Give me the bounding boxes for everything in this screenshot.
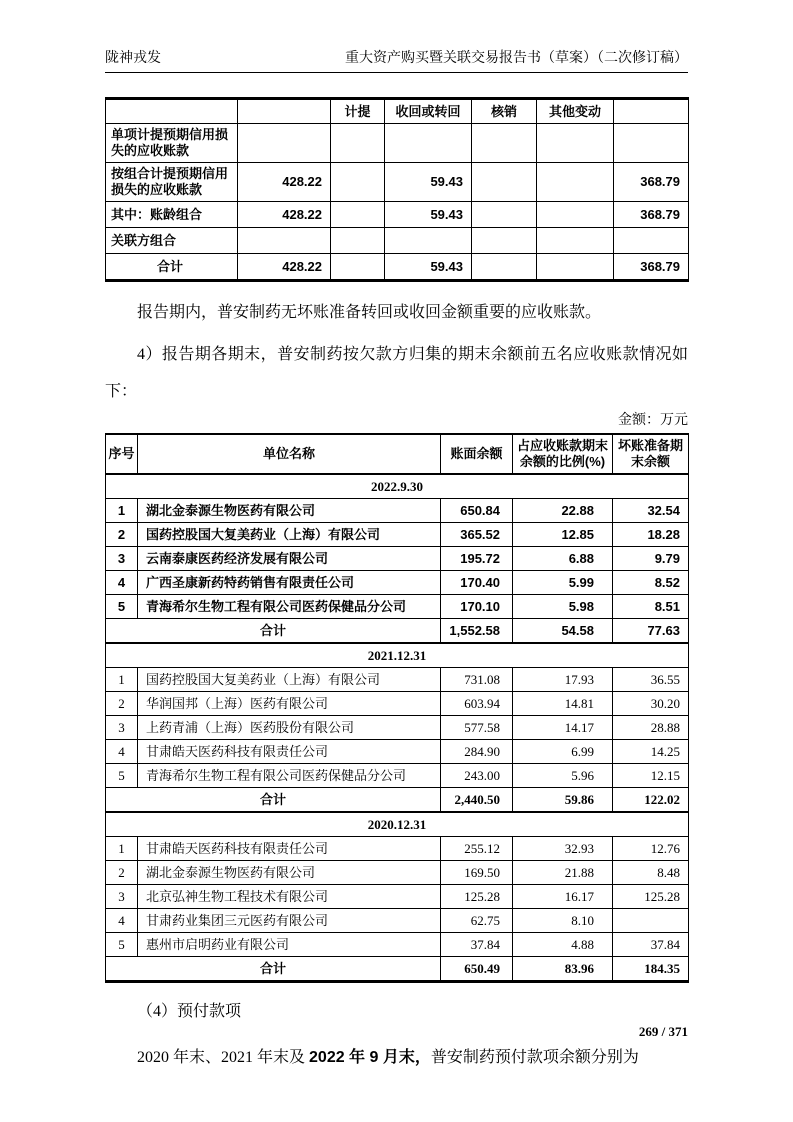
- ratio-value: 8.10: [513, 909, 613, 933]
- table-row: [106, 740, 689, 764]
- book-balance: 125.28: [441, 885, 513, 909]
- row-number: 4: [106, 571, 138, 595]
- table-row: [106, 885, 689, 909]
- provision-value-cell: [331, 228, 385, 254]
- ratio-value: 6.99: [513, 740, 613, 764]
- provision-value-cell: 59.43: [385, 202, 472, 228]
- total-label: 合计: [106, 788, 441, 813]
- book-balance: 577.58: [441, 716, 513, 740]
- provision-header-cell: [106, 99, 238, 124]
- provision-row-label: 其中：账龄组合: [106, 202, 238, 228]
- col-header-balance: 账面余额: [441, 434, 513, 474]
- paragraph-prepayments: [105, 1047, 688, 1068]
- unit-note: 金额：万元: [618, 413, 688, 428]
- company-name: 湖北金泰源生物医药有限公司: [138, 499, 441, 523]
- book-balance: 169.50: [441, 861, 513, 885]
- provision-value-cell: 368.79: [614, 163, 689, 202]
- provision-value-cell: 428.22: [238, 202, 331, 228]
- provision-value-cell: [472, 228, 537, 254]
- table-row: [106, 202, 689, 228]
- provision-row-label: 单项计提预期信用损失的应收账款: [106, 124, 238, 163]
- table-row: [106, 228, 689, 254]
- provision-row-label: 按组合计提预期信用损失的应收账款: [106, 163, 238, 202]
- ratio-value: 17.93: [513, 668, 613, 692]
- total-bad-debt: 122.02: [613, 788, 689, 813]
- period-section-row: [106, 643, 689, 668]
- col-header-bad-debt: 坏账准备期末余额: [613, 434, 689, 474]
- table-row: [106, 909, 689, 933]
- total-label: 合计: [106, 957, 441, 982]
- bad-debt-value: 8.51: [613, 595, 689, 619]
- company-name: 上药青浦（上海）医药股份有限公司: [138, 716, 441, 740]
- book-balance: 62.75: [441, 909, 513, 933]
- book-balance: 284.90: [441, 740, 513, 764]
- provision-header-cell: 计提: [331, 99, 385, 124]
- period-label: 2020.12.31: [106, 812, 689, 837]
- provision-value-cell: [537, 228, 614, 254]
- total-balance: 1,552.58: [441, 619, 513, 644]
- row-number: 2: [106, 523, 138, 547]
- book-balance: 195.72: [441, 547, 513, 571]
- row-number: 5: [106, 933, 138, 957]
- page-content: [105, 0, 688, 1068]
- ratio-value: 5.99: [513, 571, 613, 595]
- provision-value-cell: [614, 124, 689, 163]
- provision-change-table: [105, 97, 689, 282]
- book-balance: 255.12: [441, 837, 513, 861]
- book-balance: 170.40: [441, 571, 513, 595]
- provision-value-cell: [614, 228, 689, 254]
- book-balance: 603.94: [441, 692, 513, 716]
- row-number: 1: [106, 837, 138, 861]
- total-balance: 2,440.50: [441, 788, 513, 813]
- provision-value-cell: 428.22: [238, 254, 331, 281]
- company-name: 国药控股国大复美药业（上海）有限公司: [138, 668, 441, 692]
- total-ratio: 83.96: [513, 957, 613, 982]
- provision-row-label: 合计: [106, 254, 238, 281]
- table-row: [106, 716, 689, 740]
- provision-value-cell: [537, 254, 614, 281]
- company-name: 惠州市启明药业有限公司: [138, 933, 441, 957]
- table-row: [106, 571, 689, 595]
- provision-value-cell: [472, 163, 537, 202]
- total-bad-debt: 184.35: [613, 957, 689, 982]
- provision-value-cell: [385, 228, 472, 254]
- book-balance: 365.52: [441, 523, 513, 547]
- table-row: [106, 595, 689, 619]
- ratio-value: 5.96: [513, 764, 613, 788]
- company-name: 甘肃皓天医药科技有限责任公司: [138, 740, 441, 764]
- total-row: [106, 957, 689, 982]
- table-row: [106, 692, 689, 716]
- ratio-value: 12.85: [513, 523, 613, 547]
- col-header-name: 单位名称: [138, 434, 441, 474]
- table-row: [106, 523, 689, 547]
- company-name: 广西圣康新药特药销售有限责任公司: [138, 571, 441, 595]
- row-number: 2: [106, 861, 138, 885]
- top5-table-header-row: [106, 434, 689, 474]
- provision-value-cell: 368.79: [614, 202, 689, 228]
- company-name: 甘肃皓天医药科技有限责任公司: [138, 837, 441, 861]
- provision-value-cell: [385, 124, 472, 163]
- paragraph-prepayments-post: 普安制药预付款项余额分别为: [430, 1049, 639, 1066]
- ratio-value: 22.88: [513, 499, 613, 523]
- company-name: 湖北金泰源生物医药有限公司: [138, 861, 441, 885]
- provision-value-cell: [238, 228, 331, 254]
- book-balance: 731.08: [441, 668, 513, 692]
- company-name: 青海希尔生物工程有限公司医药保健品分公司: [138, 764, 441, 788]
- provision-value-cell: [331, 202, 385, 228]
- table-row: [106, 254, 689, 281]
- period-label: 2022.9.30: [106, 474, 689, 499]
- col-header-ratio: 占应收账款期末余额的比例(%): [513, 434, 613, 474]
- provision-value-cell: 59.43: [385, 254, 472, 281]
- table-row: [106, 764, 689, 788]
- table-row: [106, 547, 689, 571]
- bad-debt-value: 37.84: [613, 933, 689, 957]
- ratio-value: 14.81: [513, 692, 613, 716]
- provision-header-cell: 收回或转回: [385, 99, 472, 124]
- company-name: 云南泰康医药经济发展有限公司: [138, 547, 441, 571]
- row-number: 3: [106, 885, 138, 909]
- bad-debt-value: 8.52: [613, 571, 689, 595]
- header-title: 重大资产购买暨关联交易报告书（草案）（二次修订稿）: [345, 51, 688, 66]
- provision-table-header-row: [106, 99, 689, 124]
- provision-value-cell: 428.22: [238, 163, 331, 202]
- row-number: 4: [106, 740, 138, 764]
- row-number: 2: [106, 692, 138, 716]
- company-name: 华润国邦（上海）医药有限公司: [138, 692, 441, 716]
- period-section-row: [106, 474, 689, 499]
- provision-value-cell: [331, 254, 385, 281]
- provision-header-cell: 其他变动: [537, 99, 614, 124]
- total-label: 合计: [106, 619, 441, 644]
- company-name: 国药控股国大复美药业（上海）有限公司: [138, 523, 441, 547]
- provision-value-cell: [537, 124, 614, 163]
- company-name: 甘肃药业集团三元医药有限公司: [138, 909, 441, 933]
- ratio-value: 21.88: [513, 861, 613, 885]
- company-name: 北京弘神生物工程技术有限公司: [138, 885, 441, 909]
- table-row: [106, 861, 689, 885]
- provision-value-cell: 368.79: [614, 254, 689, 281]
- row-number: 3: [106, 547, 138, 571]
- bad-debt-value: 12.15: [613, 764, 689, 788]
- table-row: [106, 933, 689, 957]
- heading-prepayments: （4）预付款项: [137, 1003, 242, 1020]
- col-header-no: 序号: [106, 434, 138, 474]
- ratio-value: 14.17: [513, 716, 613, 740]
- bad-debt-value: 32.54: [613, 499, 689, 523]
- table-row: [106, 837, 689, 861]
- total-ratio: 54.58: [513, 619, 613, 644]
- book-balance: 37.84: [441, 933, 513, 957]
- period-section-row: [106, 812, 689, 837]
- total-balance: 650.49: [441, 957, 513, 982]
- provision-value-cell: [238, 124, 331, 163]
- bad-debt-value: 14.25: [613, 740, 689, 764]
- ratio-value: 16.17: [513, 885, 613, 909]
- total-row: [106, 788, 689, 813]
- bad-debt-value: 125.28: [613, 885, 689, 909]
- provision-header-cell: [238, 99, 331, 124]
- row-number: 5: [106, 764, 138, 788]
- period-label: 2021.12.31: [106, 643, 689, 668]
- row-number: 3: [106, 716, 138, 740]
- paragraph-no-reversal: 报告期内，普安制药无坏账准备转回或收回金额重要的应收账款。: [137, 304, 602, 321]
- bad-debt-value: 9.79: [613, 547, 689, 571]
- ratio-value: 4.88: [513, 933, 613, 957]
- page-number: 269 / 371: [638, 1024, 688, 1039]
- provision-value-cell: [472, 124, 537, 163]
- table-row: [106, 668, 689, 692]
- top5-receivables-table: [105, 433, 689, 983]
- ratio-value: 32.93: [513, 837, 613, 861]
- provision-value-cell: [331, 163, 385, 202]
- row-number: 5: [106, 595, 138, 619]
- provision-header-cell: [614, 99, 689, 124]
- row-number: 1: [106, 668, 138, 692]
- total-bad-debt: 77.63: [613, 619, 689, 644]
- table-row: [106, 124, 689, 163]
- company-name: 青海希尔生物工程有限公司医药保健品分公司: [138, 595, 441, 619]
- provision-value-cell: [537, 163, 614, 202]
- total-ratio: 59.86: [513, 788, 613, 813]
- paragraph-top5-intro: 4）报告期各期末，普安制药按欠款方归集的期末余额前五名应收账款情况如下：: [105, 346, 688, 400]
- bad-debt-value: 12.76: [613, 837, 689, 861]
- bad-debt-value: [613, 909, 689, 933]
- book-balance: 170.10: [441, 595, 513, 619]
- bad-debt-value: 30.20: [613, 692, 689, 716]
- running-header: [105, 0, 688, 73]
- provision-value-cell: [472, 202, 537, 228]
- paragraph-prepayments-pre: 2020 年末、2021 年末及: [137, 1049, 310, 1066]
- bad-debt-value: 8.48: [613, 861, 689, 885]
- total-row: [106, 619, 689, 644]
- table-row: [106, 499, 689, 523]
- row-number: 4: [106, 909, 138, 933]
- provision-value-cell: [331, 124, 385, 163]
- provision-header-cell: 核销: [472, 99, 537, 124]
- provision-row-label: 关联方组合: [106, 228, 238, 254]
- table-row: [106, 163, 689, 202]
- book-balance: 650.84: [441, 499, 513, 523]
- paragraph-prepayments-bold: 2022 年 9 月末，: [309, 1049, 431, 1066]
- book-balance: 243.00: [441, 764, 513, 788]
- bad-debt-value: 18.28: [613, 523, 689, 547]
- ratio-value: 5.98: [513, 595, 613, 619]
- provision-value-cell: [472, 254, 537, 281]
- bad-debt-value: 36.55: [613, 668, 689, 692]
- ratio-value: 6.88: [513, 547, 613, 571]
- provision-value-cell: 59.43: [385, 163, 472, 202]
- header-company: 陇神戎发: [105, 51, 161, 66]
- provision-value-cell: [537, 202, 614, 228]
- bad-debt-value: 28.88: [613, 716, 689, 740]
- row-number: 1: [106, 499, 138, 523]
